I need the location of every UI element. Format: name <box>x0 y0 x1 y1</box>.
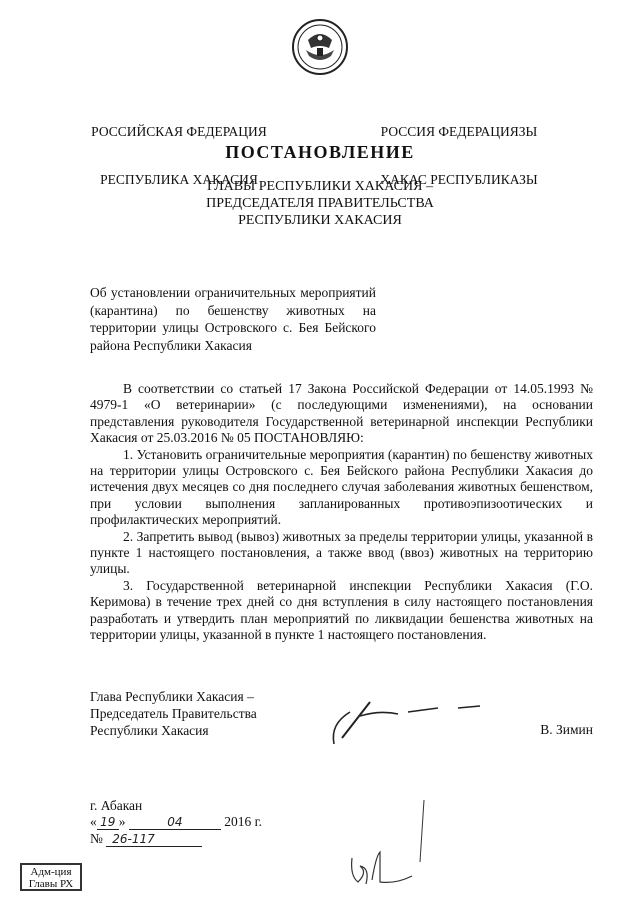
document-title: ПОСТАНОВЛЕНИЕ <box>225 142 415 162</box>
document-subtitle <box>0 178 640 229</box>
subtitle-line2: ПРЕДСЕДАТЕЛЯ ПРАВИТЕЛЬСТВА <box>206 196 434 211</box>
header-left-line1: РОССИЙСКАЯ ФЕДЕРАЦИЯ <box>91 124 267 139</box>
subtitle-line1: ГЛАВЫ РЕСПУБЛИКИ ХАКАСИЯ – <box>207 179 433 194</box>
office-stamp <box>20 863 82 891</box>
document-number: 26-117 <box>106 832 202 847</box>
header-left-line2: РЕСПУБЛИКА ХАКАСИЯ <box>100 172 258 187</box>
date-month: 04 <box>129 815 221 830</box>
signatory-name: В. Зимин <box>540 722 593 737</box>
date-close-quote: » <box>118 814 126 829</box>
number-line <box>90 831 202 847</box>
header-right-line1: РОССИЯ ФЕДЕРАЦИЯЗЫ <box>380 124 538 139</box>
document-subject: Об установлении ограничительных мероприятий (карантина) по бешенству животных на территории улицы Островского с. Бея Бейского района Республики Хакасия <box>90 285 376 353</box>
place-of-issue: г. Абакан <box>90 798 143 813</box>
date-year: 2016 г. <box>224 814 263 829</box>
coat-of-arms-icon <box>291 18 349 76</box>
handwritten-initials <box>346 842 422 892</box>
signatory-role-line3: Республики Хакасия <box>90 723 209 738</box>
body-item-1: 1. Установить ограничительные мероприятия (карантин) по бешенству животных на территории улицы Островского с. Бея Бейского района Республики Хакасия до истечения двух месяцев со дня последнего случая заболевания животных бешенством, при условии выполнения запланированных противоэпизоотических и профилактических мероприятий. <box>90 446 593 528</box>
handwritten-signature <box>320 694 490 754</box>
body-intro: В соответствии со статьей 17 Закона Российской Федерации от 14.05.1993 № 4979-1 «О ветеринарии» (с последующими изменениями), на основании представления руководителя Государственной ветеринарной инспекции Республики Хакасия от 25.03.2016 № 05 ПОСТАНОВЛЯЮ: <box>90 381 593 446</box>
body-item-3: 3. Государственной ветеринарной инспекции Республики Хакасия (Г.О. Керимова) в течение трех дней со дня вступления в силу настоящего постановления разработать и утвердить план мероприятий по ликвидации бешенства животных на территории улицы, указанной в пункте 1 настоящего постановления. <box>90 577 593 643</box>
signatory-role-line1: Глава Республики Хакасия – <box>90 689 254 704</box>
document-body <box>90 381 593 644</box>
subtitle-line3: РЕСПУБЛИКИ ХАКАСИЯ <box>238 213 402 228</box>
date-day: 19 <box>97 815 119 830</box>
signatory-role <box>90 688 257 739</box>
stamp-line1: Адм-ция <box>30 866 72 878</box>
header-right-line2: ХАКАС РЕСПУБЛИКАЗЫ <box>380 172 538 187</box>
signatory-role-line2: Председатель Правительства <box>90 706 257 721</box>
date-line <box>90 814 262 830</box>
date-open-quote: « <box>90 814 97 829</box>
stamp-line2: Главы РХ <box>28 878 74 890</box>
number-label: № <box>90 831 103 846</box>
body-item-2: 2. Запретить вывод (вывоз) животных за пределы территории улицы, указанной в пункте 1 настоящего постановления, а также ввод (ввоз) животных на территорию улицы. <box>90 528 593 577</box>
